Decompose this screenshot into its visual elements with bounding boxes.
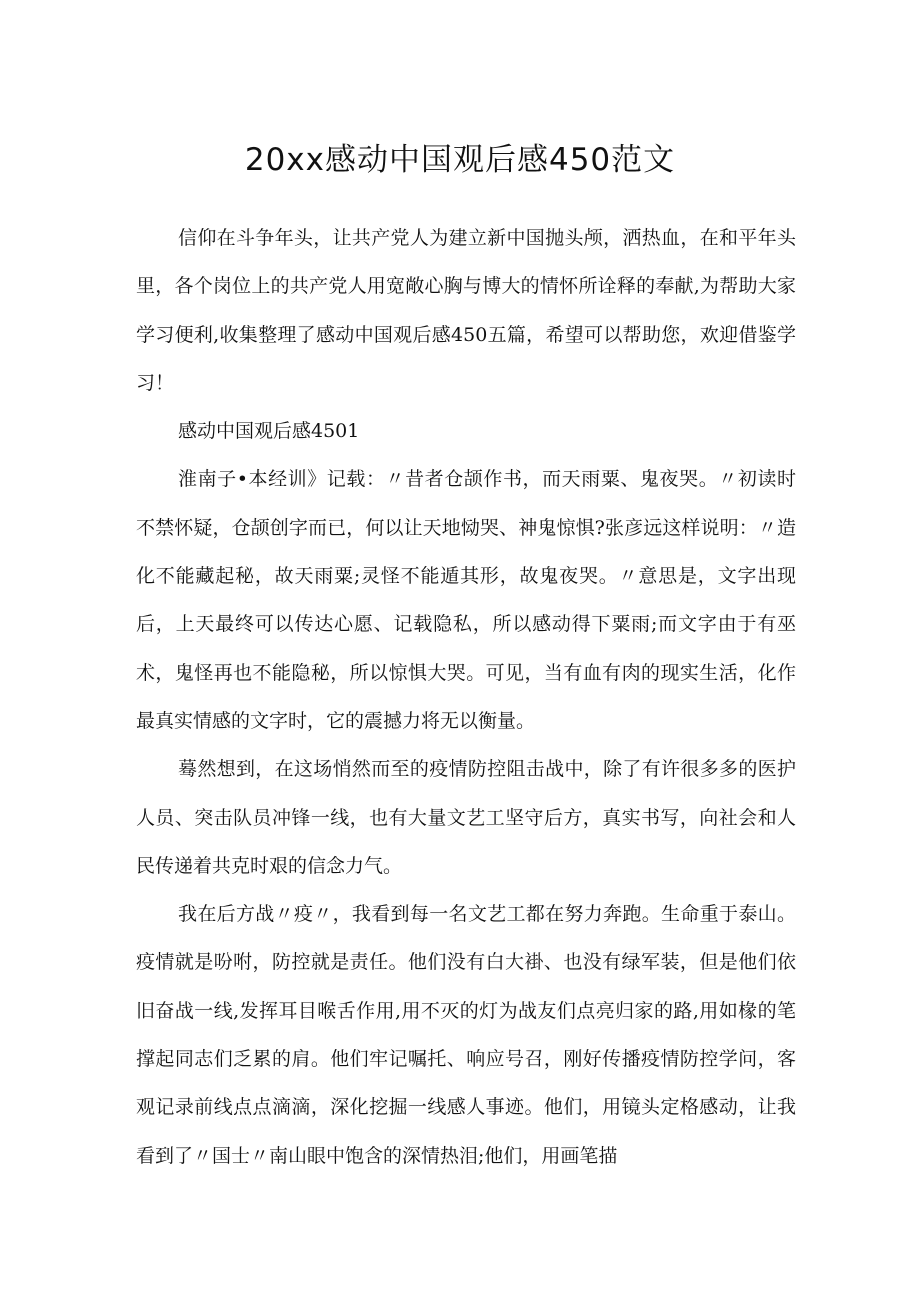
section-heading: 感动中国观后感4501 [178, 420, 360, 443]
body-paragraph-2: 蓦然想到，在这场悄然而至的疫情防控阻击战中，除了有许很多多的医护人员、突击队员冲锋一线，也有大量文艺工坚守后方，真实书写，向社会和人民传递着共克时艰的信念力气。 [136, 758, 796, 877]
document-body [136, 214, 796, 1180]
intro-paragraph: 信仰在斗争年头，让共产党人为建立新中国抛头颅，洒热血，在和平年头里，各个岗位上的共产党人用宽敞心胸与博大的情怀所诠释的奉献,为帮助大家学习便利,收集整理了感动中国观后感450五篇，希望可以帮助您，欢迎借鉴学习！ [136, 227, 796, 394]
body-paragraph-3: 我在后方战〃疫〃，我看到每一名文艺工都在努力奔跑。生命重于泰山。疫情就是吩咐，防控就是责任。他们没有白大褂、也没有绿军装，但是他们依旧奋战一线,发挥耳目喉舌作用,用不灭的灯为战友们点亮归家的路,用如椽的笔撑起同志们乏累的肩。他们牢记嘱托、响应号召，刚好传播疫情防控学问，客观记录前线点点滴滴，深化挖掘一线感人事迹。他们，用镜头定格感动，让我看到了〃国士〃南山眼中饱含的深情热泪;他们，用画笔描 [136, 903, 796, 1167]
body-paragraph-1: 淮南子•本经训》记载：〃昔者仓颉作书，而天雨粟、鬼夜哭。〃初读时不禁怀疑，仓颉创字而已，何以让天地恸哭、神鬼惊惧?张彦远这样说明：〃造化不能藏起秘，故天雨粟;灵怪不能遁其形，故鬼夜哭。〃意思是，文字出现后，上天最终可以传达心愿、记载隐私，所以感动得下粟雨;而文字由于有巫术，鬼怪再也不能隐秘，所以惊惧大哭。可见，当有血有肉的现实生活，化作最真实情感的文字时，它的震撼力将无以衡量。 [136, 468, 796, 732]
document-title: 20xx感动中国观后感450范文 [244, 142, 676, 178]
